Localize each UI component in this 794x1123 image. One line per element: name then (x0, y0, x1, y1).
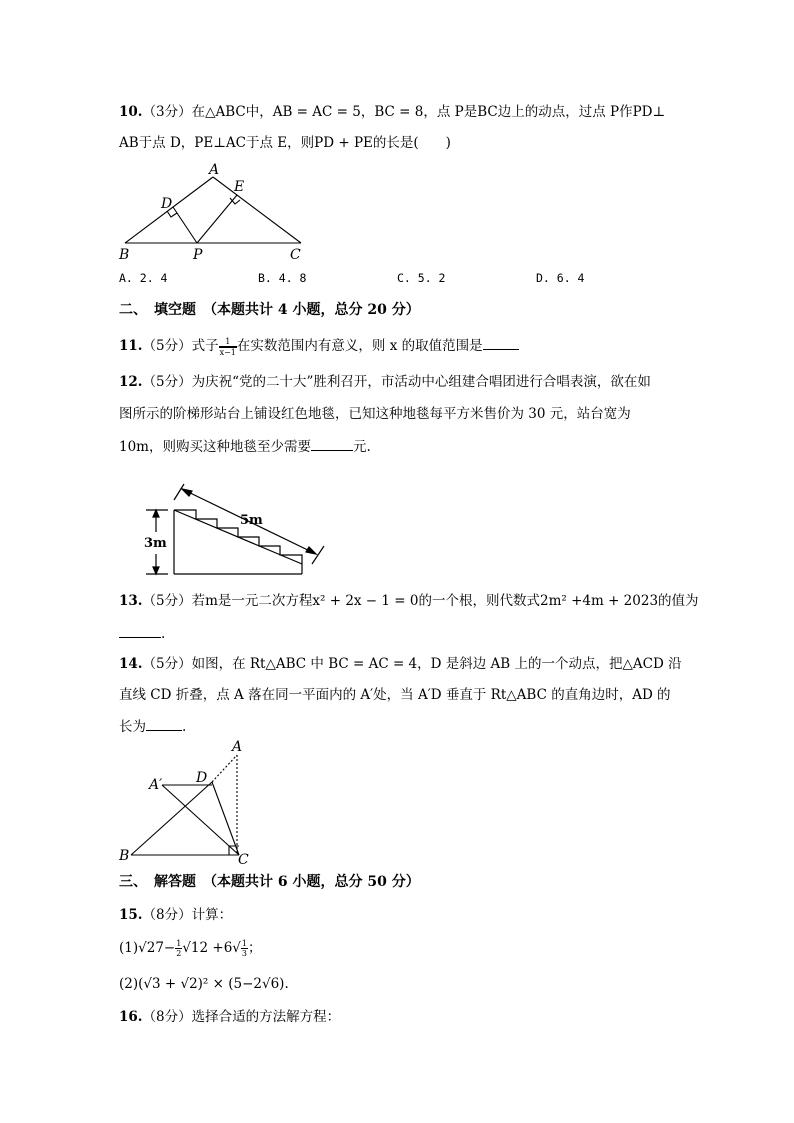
q12-line2: 图所示的阶梯形站台上铺设红色地毯，已知这种地毯每平方米售价为 30 元，站台宽为 (119, 406, 631, 422)
q10-option-a: A. 2. 4 (119, 271, 168, 285)
q10-line2: AB于点 D，PE⊥AC于点 E，则PD + PE的长是( ) (119, 135, 451, 151)
q13-text-line2-end: . (161, 626, 166, 642)
q12-label-3m: 3m (144, 536, 167, 551)
q10-label-c: C (290, 247, 301, 263)
q15-part1-a: (1)√27 (119, 940, 164, 956)
q10-label-p: P (193, 247, 203, 263)
q16-line (119, 1007, 340, 1027)
q12-line1 (119, 372, 651, 392)
q14-number: 14. (119, 656, 143, 672)
q15-part1-b: √12 +6 (182, 940, 233, 956)
q10-options (119, 268, 675, 288)
q10-line1 (119, 102, 665, 122)
q11-fraction (219, 337, 237, 357)
q11-post: 在实数范围内有意义，则 x 的取值范围是 (236, 338, 483, 354)
q10-triangle-figure (116, 160, 316, 264)
q11-line (119, 335, 519, 357)
section2-title: 二、 填空题 （本题共计 4 小题，总分 20 分） (119, 302, 420, 318)
q15-part1-sqrt-num: 1 (241, 939, 247, 948)
q13-line1 (119, 591, 699, 611)
q10-text-line1: 在△ABC中，AB = AC = 5，BC = 8，点 P是BC边上的动点，过点 P作PD⊥ (191, 104, 666, 120)
q11-number: 11. (119, 338, 143, 354)
q15-part1-sqrt-den: 3 (241, 949, 247, 958)
q10-option-b: B. 4. 8 (258, 271, 307, 285)
q10-label-a: A (209, 162, 220, 178)
q15-part1-sqrt-frac (241, 939, 248, 958)
q13-answer-blank[interactable] (119, 623, 161, 638)
q15-score: （8分） (142, 907, 192, 923)
q10-score: （3分） (142, 104, 192, 120)
q14-label-d: D (196, 770, 208, 786)
q15-part1: (1)√27− $\frac{1}{2}$ √12 +6√ $\frac{1}{3}$ ； (119, 939, 262, 958)
q16-number: 16. (119, 1009, 143, 1025)
q13-text-line1: 若m是一元二次方程x² + 2x − 1 = 0的一个根，则代数式2m² +4m + 2023的值为 (191, 593, 699, 609)
q14-label-c: C (238, 852, 249, 868)
q15-number: 15. (119, 907, 143, 923)
q15-part1-frac-den: 2 (176, 949, 182, 958)
q14-text-line1: 如图，在 Rt△ABC 中 BC = AC = 4，D 是斜边 AB 上的一个动点，把△ACD 沿 (191, 656, 682, 672)
q14-text-line3: 长为 (119, 719, 146, 735)
q12-answer-blank[interactable] (311, 436, 353, 451)
q16-score: （8分） (142, 1009, 192, 1025)
q11-answer-blank[interactable] (483, 335, 519, 350)
q11-frac-den: x−1 (219, 347, 236, 357)
q12-line3 (119, 436, 371, 457)
q12-text-line3-end: 元. (352, 439, 371, 455)
q14-line3 (119, 716, 186, 737)
q16-text: 选择合适的方法解方程： (191, 1009, 341, 1025)
q15-part2: (2)(√3 + √2)² × (5−2√6). (119, 976, 289, 992)
q11-frac-num: 1 (219, 337, 237, 347)
q14-label-b: B (119, 848, 130, 864)
q14-text-line3-end: . (182, 719, 187, 735)
q10-label-b: B (119, 247, 130, 263)
q10-option-d: D. 6. 4 (536, 271, 585, 285)
q14-answer-blank[interactable] (146, 716, 182, 731)
q12-text-line1: 为庆祝“党的二十大”胜利召开，市活动中心组建合唱团进行合唱表演，欲在如 (191, 374, 651, 390)
q11-score: （5分） (142, 338, 192, 354)
q14-fold-figure (116, 738, 256, 868)
q12-number: 12. (119, 374, 143, 390)
q12-label-5m: 5m (240, 513, 263, 528)
q14-score: （5分） (142, 656, 192, 672)
q15-line (119, 905, 232, 925)
section3-title: 三、 解答题 （本题共计 6 小题，总分 50 分） (119, 874, 420, 890)
q10-number: 10. (119, 104, 143, 120)
q10-option-c: C. 5. 2 (397, 271, 446, 285)
q10-label-d: D (161, 196, 173, 212)
q14-label-a: A (232, 739, 243, 755)
q15-text: 计算： (191, 907, 233, 923)
q14-label-a-prime: A′ (149, 777, 163, 793)
q15-part1-frac-num: 1 (176, 939, 182, 948)
q12-score: （5分） (142, 374, 192, 390)
q14-line2: 直线 CD 折叠，点 A 落在同一平面内的 A′处，当 A′D 垂直于 Rt△ABC 的直角边时，AD 的 (119, 687, 671, 703)
q10-label-e: E (234, 179, 245, 195)
q13-number: 13. (119, 593, 143, 609)
q15-part1-end: ； (248, 940, 262, 956)
q14-line1 (119, 654, 682, 674)
q12-text-line3: 10m，则购买这种地毯至少需要 (119, 439, 311, 455)
q13-line2 (119, 623, 165, 644)
q12-stairs-figure (138, 476, 338, 580)
q11-pre: 式子 (191, 338, 219, 354)
q13-score: （5分） (142, 593, 192, 609)
